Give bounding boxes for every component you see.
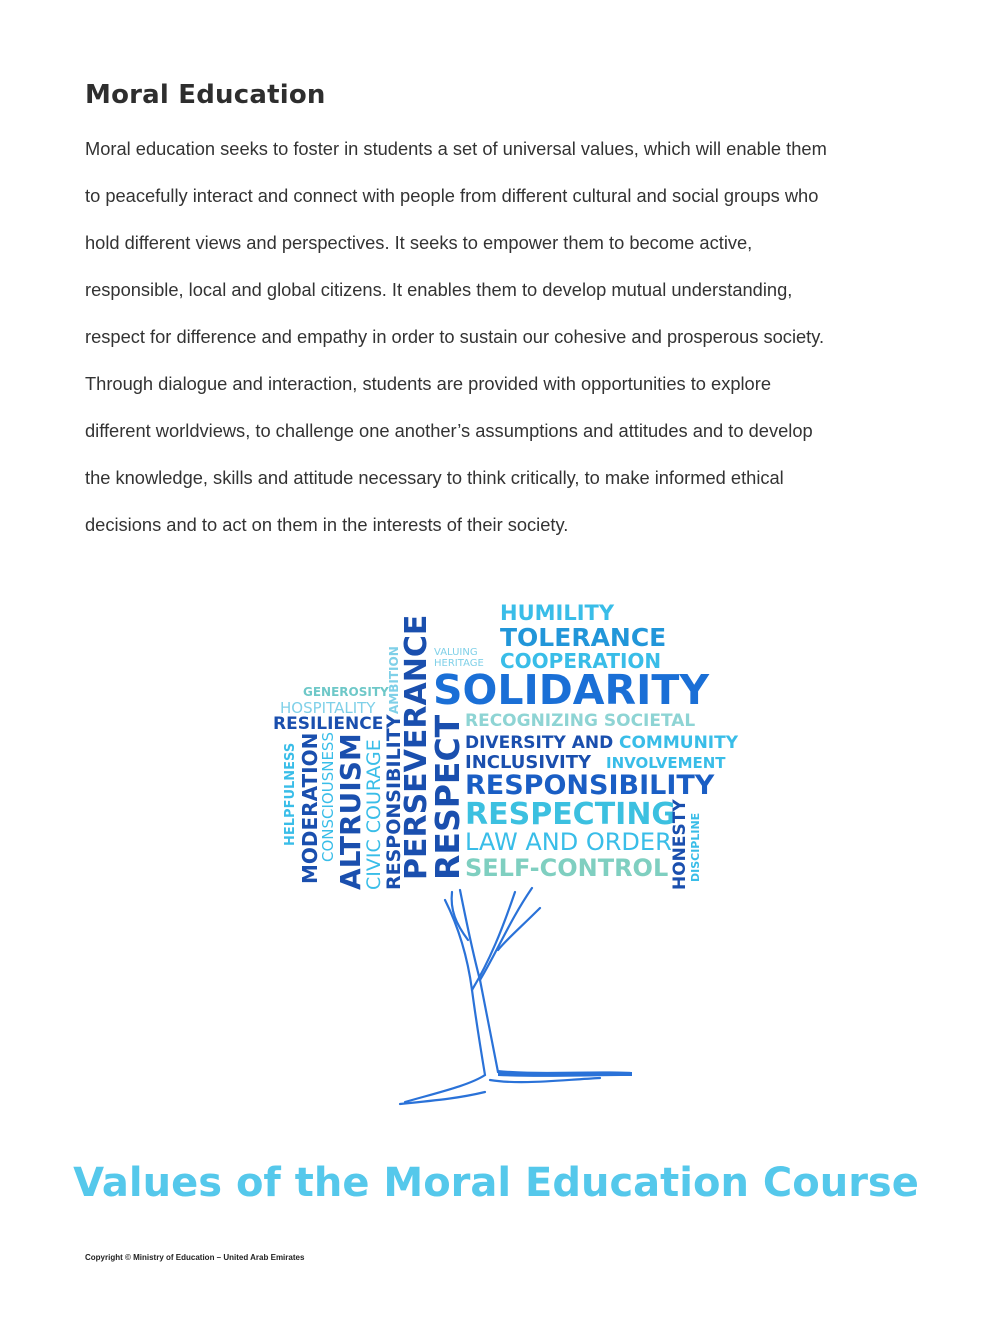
word-involvement: INVOLVEMENT [606, 754, 726, 772]
body-line: to peacefully interact and connect with people from different cultural and social groups who [85, 185, 819, 206]
word-humility: HUMILITY [500, 601, 615, 625]
word-recognizing-societal: RECOGNIZING SOCIETAL [465, 711, 696, 731]
body-line: different worldviews, to challenge one another’s assumptions and attitudes and to develop [85, 420, 813, 441]
word-solidarity: SOLIDARITY [433, 666, 710, 714]
word-moderation: MODERATION [298, 732, 322, 884]
word-responsibility: RESPONSIBILITY [465, 770, 715, 801]
word-consciousness: CONSCIOUSNESS [319, 732, 337, 862]
tree-illustration [380, 880, 650, 1120]
body-line: Moral education seeks to foster in students a set of universal values, which will enable them [85, 138, 827, 159]
word-honesty: HONESTY [670, 799, 690, 890]
word-perseverance: PERSEVERANCE [399, 614, 434, 880]
word-self-control: SELF-CONTROL [465, 854, 669, 882]
body-line: the knowledge, skills and attitude necessary to think critically, to make informed ethical [85, 467, 784, 488]
word-diversity-and: DIVERSITY AND [465, 733, 614, 753]
word-responsibility-vertical: RESPONSIBILITY [383, 714, 405, 890]
body-line: Through dialogue and interaction, students are provided with opportunities to explore [85, 373, 771, 394]
word-cooperation: COOPERATION [500, 649, 662, 673]
word-discipline: DISCIPLINE [689, 812, 702, 882]
word-ambition: AMBITION [387, 646, 401, 714]
word-heritage: HERITAGE [434, 658, 484, 669]
body-line: decisions and to act on them in the interests of their society. [85, 514, 569, 535]
word-law-and-order: LAW AND ORDER [465, 828, 672, 856]
word-respect: RESPECT [428, 714, 467, 880]
body-line: responsible, local and global citizens. It enables them to develop mutual understanding, [85, 279, 793, 300]
word-generosity: GENEROSITY [303, 685, 389, 699]
body-line: hold different views and perspectives. It seeks to empower them to become active, [85, 232, 753, 253]
section-heading: Moral Education [85, 80, 326, 110]
word-tolerance: TOLERANCE [500, 623, 667, 652]
word-hospitality: HOSPITALITY [280, 699, 376, 717]
body-line: respect for difference and empathy in order to sustain our cohesive and prosperous society. [85, 326, 825, 347]
copyright-footer: Copyright © Ministry of Education – United Arab Emirates [85, 1253, 305, 1262]
word-community: COMMUNITY [619, 733, 739, 753]
word-civic-courage: CIVIC COURAGE [363, 739, 385, 890]
word-altruism: ALTRUISM [334, 733, 367, 890]
word-inclusivity: INCLUSIVITY [465, 752, 592, 773]
word-helpfulness: HELPFULNESS [283, 742, 298, 846]
word-valuing: VALUING [434, 647, 478, 658]
word-respecting: RESPECTING [465, 797, 677, 832]
word-resilience: RESILIENCE [273, 714, 384, 734]
figure-caption: Values of the Moral Education Course [73, 1160, 919, 1206]
